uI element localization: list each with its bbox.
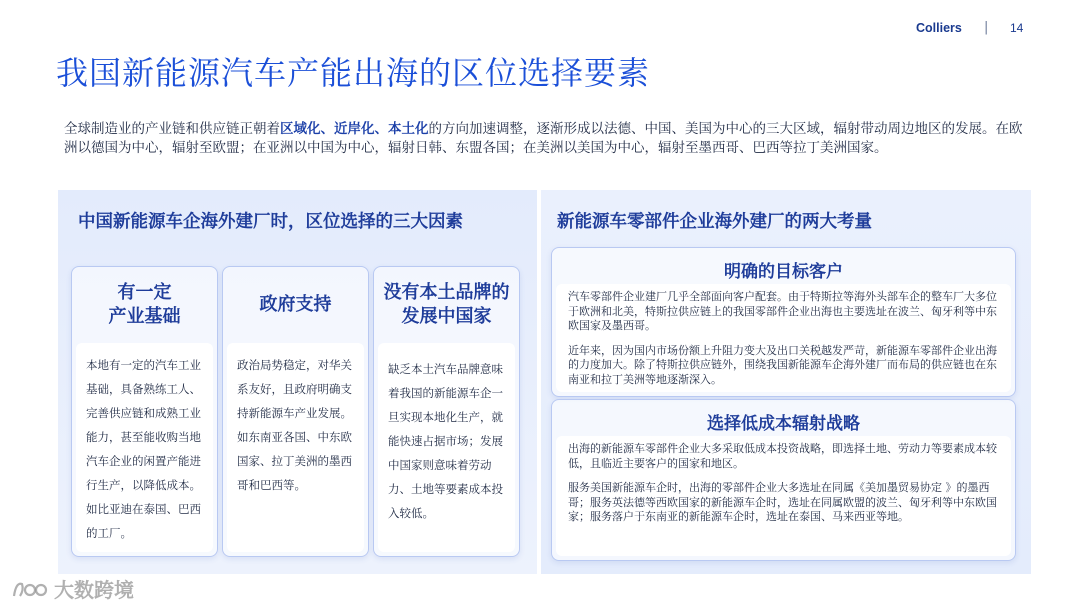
consideration-paragraph: 近年来，因为国内市场份额上升阻力变大及出口关税越发严苛，新能源车零部件企业出海的力度加大。除了特斯拉供应链外，围绕我国新能源车企海外建厂而布局的供应链也在东南亚和拉丁美洲等地逐渐深入。 — [568, 343, 997, 386]
intro-highlight-nearshoring: 近岸化 — [334, 121, 375, 137]
factor-body: 缺乏本土汽车品牌意味着我国的新能源车企一旦实现本地化生产，就能快速占据市场；发展中国家则意味着劳动力、土地等要素成本投入较低。 — [378, 343, 515, 552]
factor-title-text: 政府支持 — [259, 294, 332, 315]
right-panel — [541, 190, 1031, 574]
watermark-text: 大数跨境 — [54, 578, 134, 602]
intro-prefix: 全球制造业的产业链和供应链正朝着 — [64, 121, 280, 137]
consideration-title: 明确的目标客户 — [724, 262, 843, 282]
header-separator: | — [984, 20, 989, 35]
intro-paragraph — [64, 120, 1032, 158]
factor-card-industrial-base — [71, 266, 218, 557]
factor-title-text: 没有本土品牌的发展中国家 — [383, 282, 510, 327]
factor-card-government-support — [222, 266, 369, 557]
consideration-body — [556, 284, 1011, 392]
page-title: 我国新能源汽车产能出海的区位选择要素 — [56, 54, 651, 92]
consideration-paragraph: 出海的新能源车零部件企业大多采取低成本投资战略，即选择土地、劳动力等要素成本较低，且临近主要客户的国家和地区。 — [568, 442, 997, 470]
factor-body: 政治局势稳定，对华关系友好，且政府明确支持新能源车产业发展。如东南亚各国、中东欧国家、拉丁美洲的墨西哥和巴西等。 — [227, 343, 364, 552]
intro-separator-1: 、 — [320, 121, 334, 137]
watermark — [10, 574, 134, 603]
intro-highlight-localization: 本土化 — [388, 121, 429, 137]
intro-suffix: 的方向加速调整，逐渐形成以法德、中国、美国为中心的三大区域，辐射带动周边地区的发展。在欧洲以德国为中心，辐射至欧盟；在亚洲以中国为中心，辐射日韩、东盟各国；在美洲以美国为中心，辐射至墨西哥、巴西等拉丁美洲国家。 — [64, 121, 1023, 156]
right-panel-title: 新能源车零部件企业海外建厂的两大考量 — [557, 212, 872, 232]
consideration-title: 选择低成本辐射战略 — [707, 414, 860, 434]
consideration-paragraph: 服务美国新能源车企时，出海的零部件企业大多选址在同属《美加墨贸易协定 》的墨西哥；服务英法德等西欧国家的新能源车企时，选址在同属欧盟的波兰、匈牙利等中东欧国家；服务落户于东南亚的新能源车企时，选址在泰国、马来西亚等地。 — [568, 481, 997, 523]
factor-body: 本地有一定的汽车工业基础，具备熟练工人、完善供应链和成熟工业能力，甚至能收购当地汽车企业的闲置产能进行生产，以降低成本。如比亚迪在泰国、巴西的工厂。 — [76, 343, 213, 552]
factor-title — [72, 267, 217, 343]
left-panel — [58, 190, 537, 574]
factor-card-no-local-brand — [373, 266, 520, 557]
factor-title-text: 有一定 产业基础 — [108, 282, 181, 327]
left-panel-title: 中国新能源车企海外建厂时，区位选择的三大因素 — [78, 212, 463, 232]
intro-highlight-regionalization: 区域化 — [280, 121, 321, 137]
factor-title — [374, 267, 519, 343]
header-brand: Colliers — [916, 21, 962, 35]
consideration-card-low-cost-strategy — [551, 399, 1016, 561]
intro-separator-2: 、 — [374, 121, 388, 137]
consideration-body — [556, 436, 1011, 556]
consideration-paragraph: 汽车零部件企业建厂几乎全部面向客户配套。由于特斯拉等海外头部车企的整车厂大多位于欧洲和北美，特斯拉供应链上的我国零部件企业出海也主要选址在波兰、匈牙利等中东欧国家及墨西哥。 — [568, 290, 997, 332]
page-number: 14 — [1010, 21, 1024, 35]
dashuju-logo-icon — [10, 576, 50, 602]
factor-title — [223, 267, 368, 343]
consideration-card-target-customers — [551, 247, 1016, 397]
